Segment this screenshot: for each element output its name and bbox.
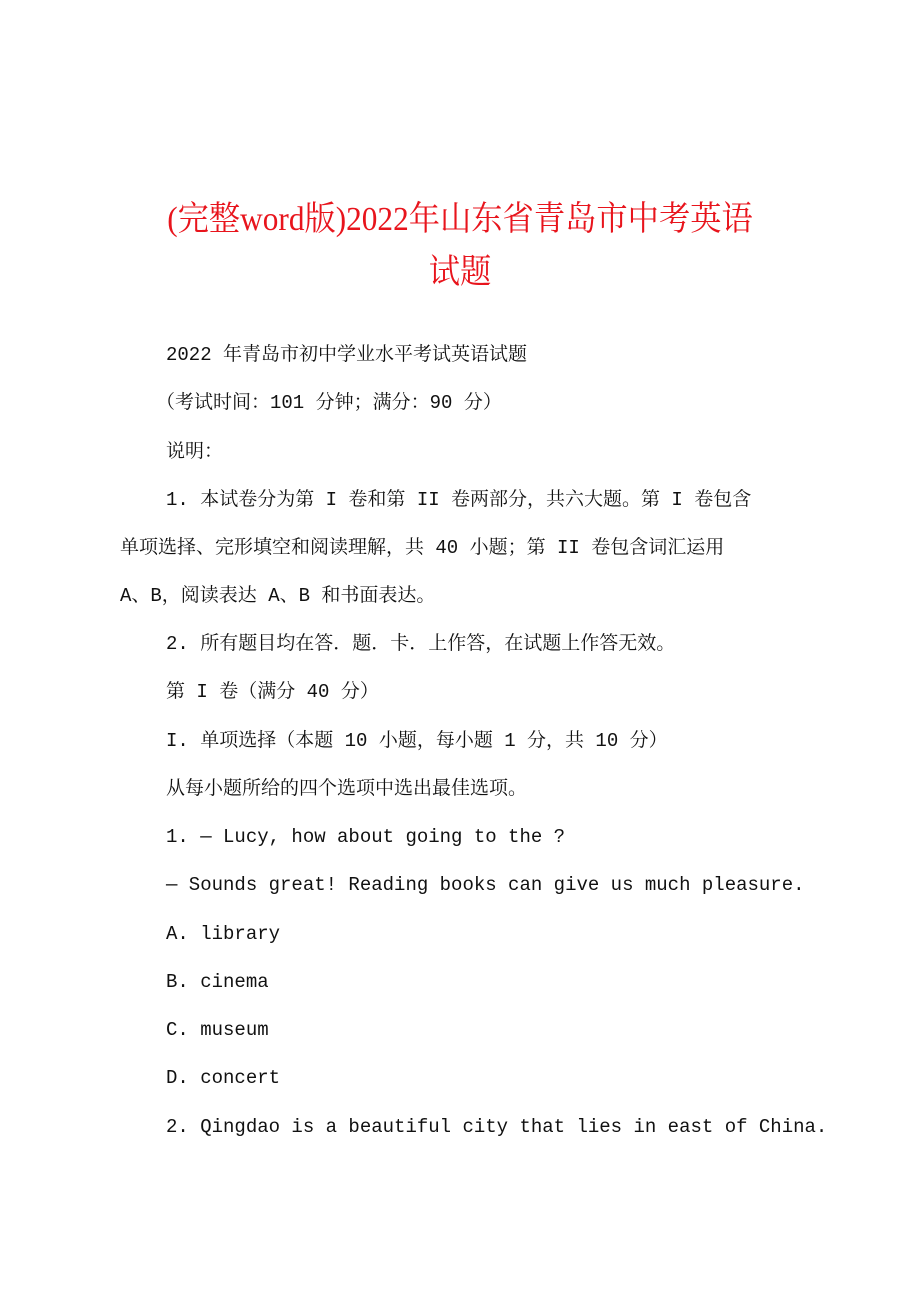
question-1-response: — Sounds great! Reading books can give us much pleasure. (166, 874, 805, 896)
question-1-prompt: 1. — Lucy, how about going to the ? (166, 826, 566, 848)
note-1-line-1: 1. 本试卷分为第 I 卷和第 II 卷两部分，共六大题。第 I 卷包含 (166, 489, 752, 511)
question-1-option-a: A. library (166, 923, 281, 945)
section-1-heading: I. 单项选择（本题 10 小题，每小题 1 分，共 10 分） (166, 730, 668, 752)
document-title-line2: 试题 (428, 254, 492, 291)
note-1-line-3: A、B，阅读表达 A、B 和书面表达。 (120, 585, 436, 607)
note-2: 2. 所有题目均在答．题．卡．上作答，在试题上作答无效。 (166, 633, 676, 655)
question-2-prompt: 2. Qingdao is a beautiful city that lies in east of China. (166, 1116, 828, 1138)
exam-heading: 2022 年青岛市初中学业水平考试英语试题 (166, 344, 528, 366)
part-1-heading: 第 I 卷（满分 40 分） (166, 681, 379, 703)
question-1-option-d: D. concert (166, 1067, 281, 1089)
notes-label: 说明： (166, 441, 224, 463)
question-1-option-b: B. cinema (166, 971, 269, 993)
section-1-instruction: 从每小题所给的四个选项中选出最佳选项。 (166, 778, 528, 800)
note-1-line-2: 单项选择、完形填空和阅读理解，共 40 小题；第 II 卷包含词汇运用 (120, 537, 725, 559)
exam-info: （考试时间：101 分钟；满分：90 分） (156, 392, 502, 414)
question-1-option-c: C. museum (166, 1019, 269, 1041)
document-title-line1: (完整word版)2022年山东省青岛市中考英语 (167, 201, 753, 238)
